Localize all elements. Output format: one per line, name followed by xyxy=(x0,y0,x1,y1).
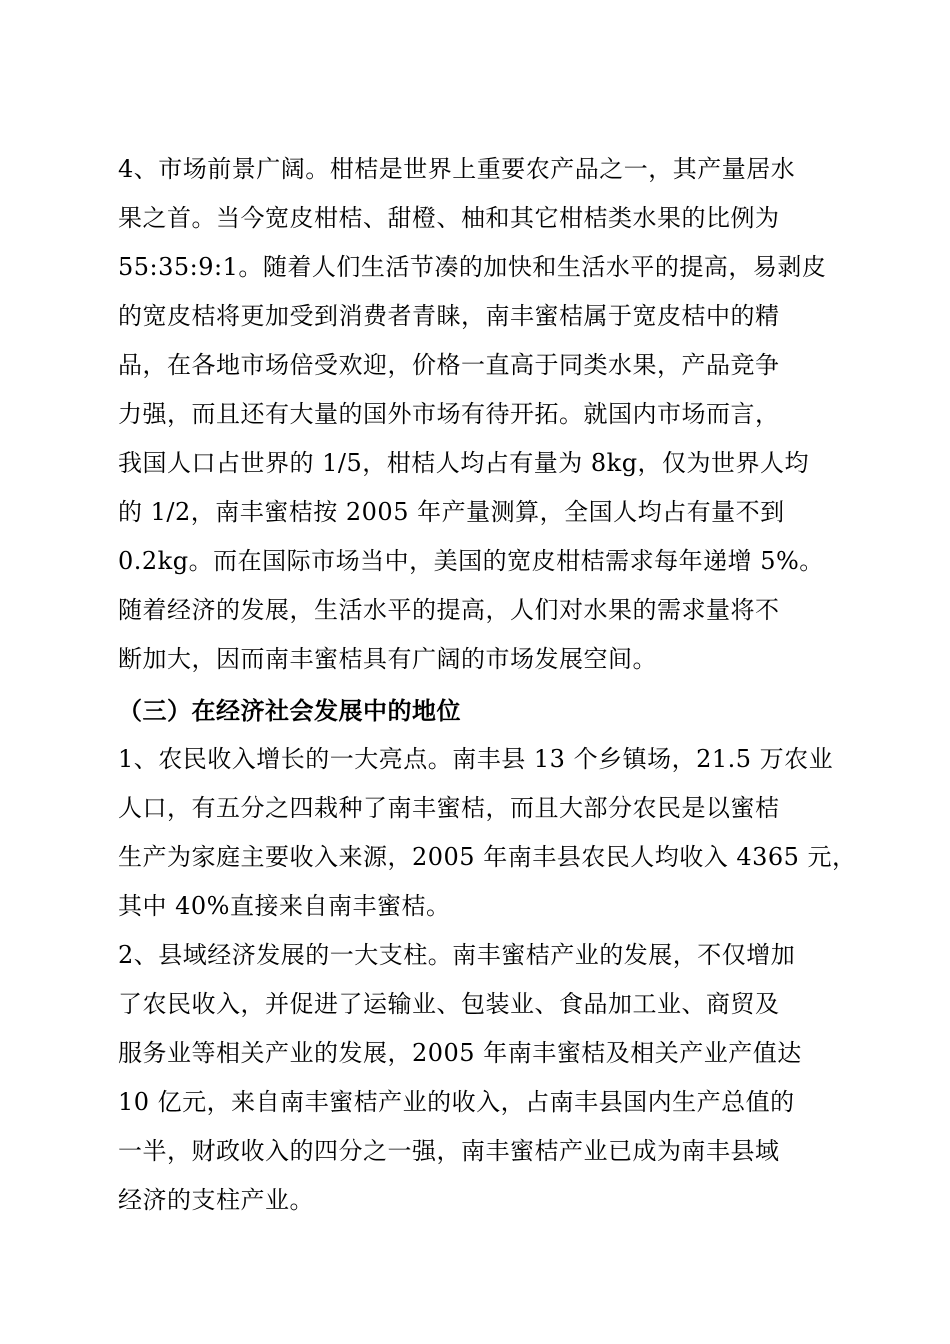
paragraph-4-line-6: 力强，而且还有大量的国外市场有待开拓。就国内市场而言， xyxy=(118,400,780,428)
paragraph-4-line-11: 断加大，因而南丰蜜桔具有广阔的市场发展空间。 xyxy=(118,645,657,673)
paragraph-4-line-2: 果之首。当今宽皮柑桔、甜橙、柚和其它柑桔类水果的比例为 xyxy=(118,204,780,232)
paragraph-2-line-6: 经济的支柱产业。 xyxy=(118,1186,314,1214)
paragraph-2-line-3: 服务业等相关产业的发展，2005 年南丰蜜桔及相关产业产值达 xyxy=(118,1039,802,1067)
paragraph-2-line-2: 了农民收入，并促进了运输业、包装业、食品加工业、商贸及 xyxy=(118,990,780,1018)
paragraph-4-line-8: 的 1/2，南丰蜜桔按 2005 年产量测算，全国人均占有量不到 xyxy=(118,498,785,526)
paragraph-1-line-4: 其中 40%直接来自南丰蜜桔。 xyxy=(118,892,451,920)
paragraph-1-line-1: 1、农民收入增长的一大亮点。南丰县 13 个乡镇场，21.5 万农业 xyxy=(118,745,834,773)
paragraph-4-line-9: 0.2kg。而在国际市场当中，美国的宽皮柑桔需求每年递增 5%。 xyxy=(118,547,824,575)
paragraph-4-line-10: 随着经济的发展，生活水平的提高，人们对水果的需求量将不 xyxy=(118,596,780,624)
section-heading: （三）在经济社会发展中的地位 xyxy=(118,697,461,725)
paragraph-1-line-2: 人口，有五分之四栽种了南丰蜜桔，而且大部分农民是以蜜桔 xyxy=(118,794,780,822)
paragraph-2-line-5: 一半，财政收入的四分之一强，南丰蜜桔产业已成为南丰县域 xyxy=(118,1137,780,1165)
paragraph-4-line-4: 的宽皮桔将更加受到消费者青睐，南丰蜜桔属于宽皮桔中的精 xyxy=(118,302,780,330)
paragraph-1-line-3: 生产为家庭主要收入来源，2005 年南丰县农民人均收入 4365 元， xyxy=(118,843,857,871)
paragraph-4-line-5: 品，在各地市场倍受欢迎，价格一直高于同类水果，产品竞争 xyxy=(118,351,780,379)
paragraph-4-line-7: 我国人口占世界的 1/5，柑桔人均占有量为 8kg，仅为世界人均 xyxy=(118,449,810,477)
paragraph-2-line-4: 10 亿元，来自南丰蜜桔产业的收入，占南丰县国内生产总值的 xyxy=(118,1088,795,1116)
paragraph-4-line-3: 55:35:9:1。随着人们生活节凑的加快和生活水平的提高，易剥皮 xyxy=(118,253,827,281)
paragraph-2-line-1: 2、县域经济发展的一大支柱。南丰蜜桔产业的发展，不仅增加 xyxy=(118,941,796,969)
paragraph-4-line-1: 4、市场前景广阔。柑桔是世界上重要农产品之一，其产量居水 xyxy=(118,155,796,183)
